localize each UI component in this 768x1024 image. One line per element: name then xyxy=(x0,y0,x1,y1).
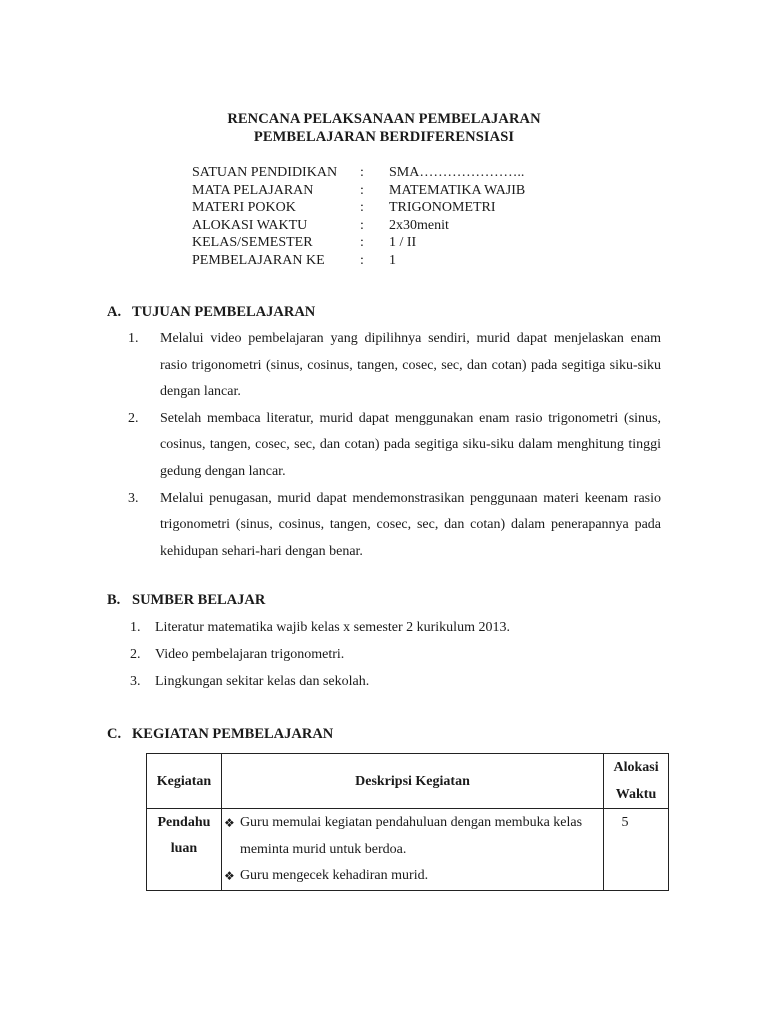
identity-row xyxy=(192,164,525,182)
identity-value: MATEMATIKA WAJIB xyxy=(389,182,526,198)
section-title: TUJUAN PEMBELAJARAN xyxy=(132,304,316,320)
description-cell xyxy=(221,809,603,891)
list-number: 1. xyxy=(128,331,139,346)
identity-label: MATA PELAJARAN xyxy=(192,182,314,198)
time-cell: 5 xyxy=(604,809,669,891)
objectives-list xyxy=(128,326,661,565)
list-number: 2. xyxy=(130,647,141,662)
list-text: Setelah membaca literatur, murid dapat menggunakan enam rasio trigonometri (sinus, cosinus, tangen, cosec, sec, dan cotan) pada segitiga siku-siku dalam menghitung tinggi gedung dengan lancar. xyxy=(160,410,661,479)
section-letter: B. xyxy=(107,592,121,608)
phase-line1: Pendahu xyxy=(157,815,211,830)
list-number: 1. xyxy=(130,620,141,635)
section-letter: C. xyxy=(107,726,122,742)
bullet-item xyxy=(222,863,603,890)
header-alokasi-line1: Alokasi xyxy=(613,760,659,775)
table-header-row xyxy=(147,754,669,809)
identity-row xyxy=(192,182,525,200)
section-b-heading xyxy=(107,592,265,609)
bullet-text: Guru mengecek kehadiran murid. xyxy=(239,868,429,883)
list-item xyxy=(128,326,661,406)
identity-colon: : xyxy=(360,235,364,251)
sources-list xyxy=(130,614,510,695)
identity-label: SATUAN PENDIDIKAN xyxy=(192,165,338,180)
identity-row xyxy=(192,234,525,252)
activities-table xyxy=(146,753,669,891)
identity-value: SMA………………….. xyxy=(389,165,525,180)
page-title: RENCANA PELAKSANAAN PEMBELAJARAN xyxy=(227,111,541,127)
identity-label: MATERI POKOK xyxy=(192,200,296,216)
header-alokasi-line2: Waktu xyxy=(615,787,657,802)
identity-row xyxy=(192,252,525,270)
identity-colon: : xyxy=(360,217,364,233)
section-title: SUMBER BELAJAR xyxy=(132,592,266,608)
list-item xyxy=(130,668,510,695)
identity-colon: : xyxy=(360,200,364,216)
section-title: KEGIATAN PEMBELAJARAN xyxy=(132,726,334,742)
identity-row xyxy=(192,217,525,235)
list-text: Video pembelajaran trigonometri. xyxy=(155,647,345,662)
section-c-heading xyxy=(107,726,333,743)
list-number: 2. xyxy=(128,410,139,426)
list-item xyxy=(128,486,661,566)
list-number: 3. xyxy=(130,674,141,689)
list-item xyxy=(128,406,661,486)
list-text: Melalui penugasan, murid dapat mendemonstrasikan penggunaan materi keenam rasio trigonometri (sinus, cosinus, tangen, cosec, sec, dan cotan) dalam penerapannya pada kehidupan sehari-hari dengan benar. xyxy=(160,490,661,559)
identity-label: ALOKASI WAKTU xyxy=(192,217,308,233)
identity-value: 2x30menit xyxy=(389,217,449,233)
identity-value: 1 / II xyxy=(389,235,417,251)
identity-label: PEMBELAJARAN KE xyxy=(192,252,325,268)
identity-colon: : xyxy=(360,165,364,180)
identity-value: 1 xyxy=(389,252,396,268)
header-alokasi xyxy=(604,754,669,809)
identity-value: TRIGONOMETRI xyxy=(389,200,496,216)
section-a-heading xyxy=(107,304,315,321)
identity-label: KELAS/SEMESTER xyxy=(192,235,313,251)
bullet-item xyxy=(222,810,603,863)
phase-cell xyxy=(147,809,222,891)
identity-colon: : xyxy=(360,182,364,198)
table-row xyxy=(147,809,669,891)
list-item xyxy=(130,614,510,641)
phase-line2: luan xyxy=(170,841,198,856)
identity-block xyxy=(192,164,525,270)
diamond-bullet-icon: ❖ xyxy=(223,869,235,883)
identity-colon: : xyxy=(360,252,364,268)
list-text: Literatur matematika wajib kelas x semester 2 kurikulum 2013. xyxy=(155,620,510,635)
bullet-text: Guru memulai kegiatan pendahuluan dengan membuka kelas meminta murid untuk berdoa. xyxy=(239,815,583,857)
page-subtitle: PEMBELAJARAN BERDIFERENSIASI xyxy=(253,129,515,145)
header-deskripsi: Deskripsi Kegiatan xyxy=(221,754,603,809)
list-item xyxy=(130,641,510,668)
identity-row xyxy=(192,199,525,217)
list-text: Lingkungan sekitar kelas dan sekolah. xyxy=(155,674,370,689)
list-number: 3. xyxy=(128,490,139,506)
list-text: Melalui video pembelajaran yang dipilihnya sendiri, murid dapat menjelaskan enam rasio trigonometri (sinus, cosinus, tangen, cosec, sec, dan cotan) pada segitiga siku-siku dengan lancar. xyxy=(160,331,661,400)
section-letter: A. xyxy=(107,304,122,320)
diamond-bullet-icon: ❖ xyxy=(223,816,235,830)
header-kegiatan: Kegiatan xyxy=(147,754,222,809)
